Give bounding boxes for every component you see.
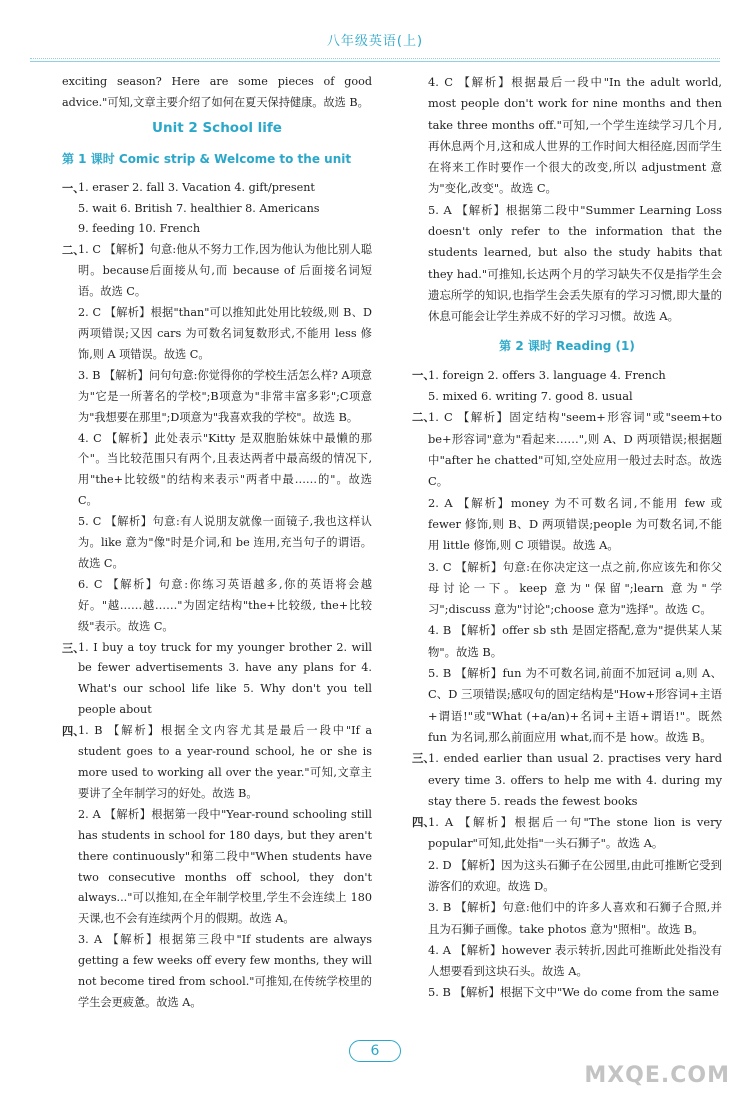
section-2 [62, 240, 372, 637]
intro-text: exciting season? Here are some pieces of good advice."可知,文章主要介绍了如何在夏天保持健康。故选 B。 [62, 75, 372, 109]
section-label: 三、 [62, 640, 85, 655]
header-divider [30, 58, 720, 59]
unit-title: Unit 2 School life [152, 119, 282, 136]
answer-item: 4. A 【解析】however 表示转折,因此可推断此处指没有人想要看到这块石头。故选 A。 [428, 942, 722, 979]
answer-item: 5. B 【解析】根据下文中"We do come from the same [428, 985, 719, 1000]
answer-item: 3. B 【解析】问句句意:你觉得你的学校生活怎么样? A项意为"它是一所著名的学校";B项意为"非常丰富多彩";C项意为"我想要在那里";D项意为"我喜欢我的学校"。故选 B。 [78, 368, 372, 424]
answer-item: 4. B 【解析】offer sb sth 是固定搭配,意为"提供某人某物"。故选 B。 [428, 623, 722, 659]
section-label: 四、 [62, 724, 85, 739]
answer-item: 5. C 【解析】句意:有人说朋友就像一面镜子,我也这样认为。like 意为"像"时是介词,和 be 连用,充当句子的谓语。故选 C。 [78, 515, 372, 570]
answer-item: 2. A 【解析】money 为不可数名词,不能用 few 或 fewer 修饰,则 B、D 两项错误;people 为可数名词,不能用 little 修饰,则 C 项错误。故选 A。 [428, 495, 722, 553]
answer-item: 2. C 【解析】根据"than"可以推知此处用比较级,则 B、D 两项错误;又因 cars 为可数名词复数形式,不能用 less 修饰,则 A 项错误。故选 C。 [78, 306, 372, 361]
page-number: 6 [345, 1038, 405, 1064]
section-3 [62, 638, 372, 722]
section-label: 三、 [412, 751, 435, 766]
answer-line: 1. foreign 2. offers 3. language 4. French [428, 367, 666, 382]
section-3 [412, 748, 722, 812]
answer-item: 4. C 【解析】此处表示"Kitty 是双胞胎妹妹中最懒的那个"。当比较范围只有两个,且表达两者中最高级的情况下,用"the+比较级"的结构来表示"两者中最……的"。故选 C。 [78, 431, 372, 508]
answer-item: 1. C 【解析】固定结构"seem+形容词"或"seem+to be+形容词"意为"看起来……",则 A、D 两项错误;根据题中"after he chatted"可知,空处应用一般过去时态。故选 C。 [428, 410, 722, 489]
lesson-title: 第 1 课时 Comic strip & Welcome to the unit [62, 151, 352, 166]
section-label: 一、 [412, 367, 435, 382]
answer-line: 5. mixed 6. writing 7. good 8. usual [428, 389, 633, 404]
section-4 [412, 812, 722, 1004]
header-title: 八年级英语(上) [326, 34, 424, 49]
answer-item: 1. C 【解析】句意:他从不努力工作,因为他认为他比别人聪明。because后面接从句,而 because of 后面接名词短语。故选 C。 [78, 243, 372, 299]
answer-item: 6. C 【解析】句意:你练习英语越多,你的英语将会越好。"越……越……"为固定结构"the+比较级, the+比较级"表示。故选 C。 [78, 577, 372, 633]
answer-item: 4. C 【解析】根据最后一段中"In the adult world, most people don't work for nine months and then take three months off."可知,一个学生连续学习几个月,再休息两个月,这和成人世界的工作时间大相径庭,因而学生在将来工作时要作一个很大的改变,所以 adjustment 意为"变化,改变"。故选 C。 [428, 75, 722, 196]
lesson-title: 第 2 课时 Reading (1) [499, 338, 635, 353]
answer-item: 1. A 【解析】根据后一句"The stone lion is very popular"可知,此处指"一头石狮子"。故选 A。 [428, 815, 722, 851]
answer-item: 3. B 【解析】句意:他们中的许多人喜欢和石狮子合照,并且为石狮子画像。take photos 意为"照相"。故选 B。 [428, 900, 722, 936]
answer-item: 1. B 【解析】根据全文内容尤其是最后一段中"If a student goes to a year-round school, he or she is more used to working all over the year."可知,文章主要讲了全年制学习的好处。故选 B。 [78, 724, 372, 800]
answer-text: 1. I buy a toy truck for my younger brother 2. will be fewer advertisements 3. have any plans for 4. What's our school life like 5. Why don't you tell people about [78, 640, 372, 717]
answer-text: 1. ended earlier than usual 2. practises very hard every time 3. offers to help me with 4. during my stay there 5. reads the fewest books [428, 751, 722, 808]
answer-line: 1. eraser 2. fall 3. Vacation 4. gift/present [78, 180, 315, 194]
right-column [412, 72, 722, 1004]
watermark-logo: MXQE.COM [584, 1063, 730, 1088]
answer-line: 5. wait 6. British 7. healthier 8. Americans [78, 201, 320, 215]
left-column [62, 72, 372, 1014]
answer-item: 2. D 【解析】因为这头石狮子在公园里,由此可推断它受到游客们的欢迎。故选 D。 [428, 857, 722, 893]
answer-item: 2. A 【解析】根据第一段中"Year-round schooling still has students in school for 180 days, but they aren't there continuously"和第二段中"When students have two consecutive months off school, they don't always..."可以推知,在全年制学校里,学生不会连续上 180 天课,也不会有连续两个月的假期。故选 A。 [78, 807, 372, 926]
section-label: 四、 [412, 815, 435, 830]
section-label: 一、 [62, 180, 85, 195]
section-label: 二、 [412, 410, 435, 425]
answer-item: 3. A 【解析】根据第三段中"If students are always getting a few weeks off every few months, they will not become tired from school."可推知,在传统学校里的学生会更疲惫。故选 A。 [78, 933, 372, 1009]
section-2 [412, 407, 722, 748]
section-1 [412, 365, 722, 408]
section-4-continued [412, 72, 722, 328]
section-label: 二、 [62, 243, 85, 258]
section-4 [62, 721, 372, 1014]
section-1 [62, 178, 372, 241]
answer-line: 9. feeding 10. French [78, 222, 201, 236]
answer-item: 3. C 【解析】句意:在你决定这一点之前,你应该先和你父母讨论一下。keep 意为"保留";learn 意为"学习";discuss 意为"讨论";choose 意为"选择"。故选 C。 [428, 559, 722, 617]
answer-item: 5. A 【解析】根据第二段中"Summer Learning Loss doesn't only refer to the information that the students learned, but also the study habits that they had."可推知,长达两个月的学习缺失不仅是指学生会遗忘所学的知识,也指学生会丢失原有的学习习惯,即大量的休息可能会让学生养成不好的学习习惯。故选 A。 [428, 202, 722, 324]
answer-item: 5. B 【解析】fun 为不可数名词,前面不加冠词 a,则 A、C、D 三项错误;感叹句的固定结构是"How+形容词+主语+谓语!"或"What (+a/an)+名词+主语+谓语!"。既然 fun 为名词,那么前面应用 what,而不是 how。故选 B。 [428, 666, 722, 744]
page-header [0, 0, 750, 62]
header-divider-solid [30, 61, 720, 62]
